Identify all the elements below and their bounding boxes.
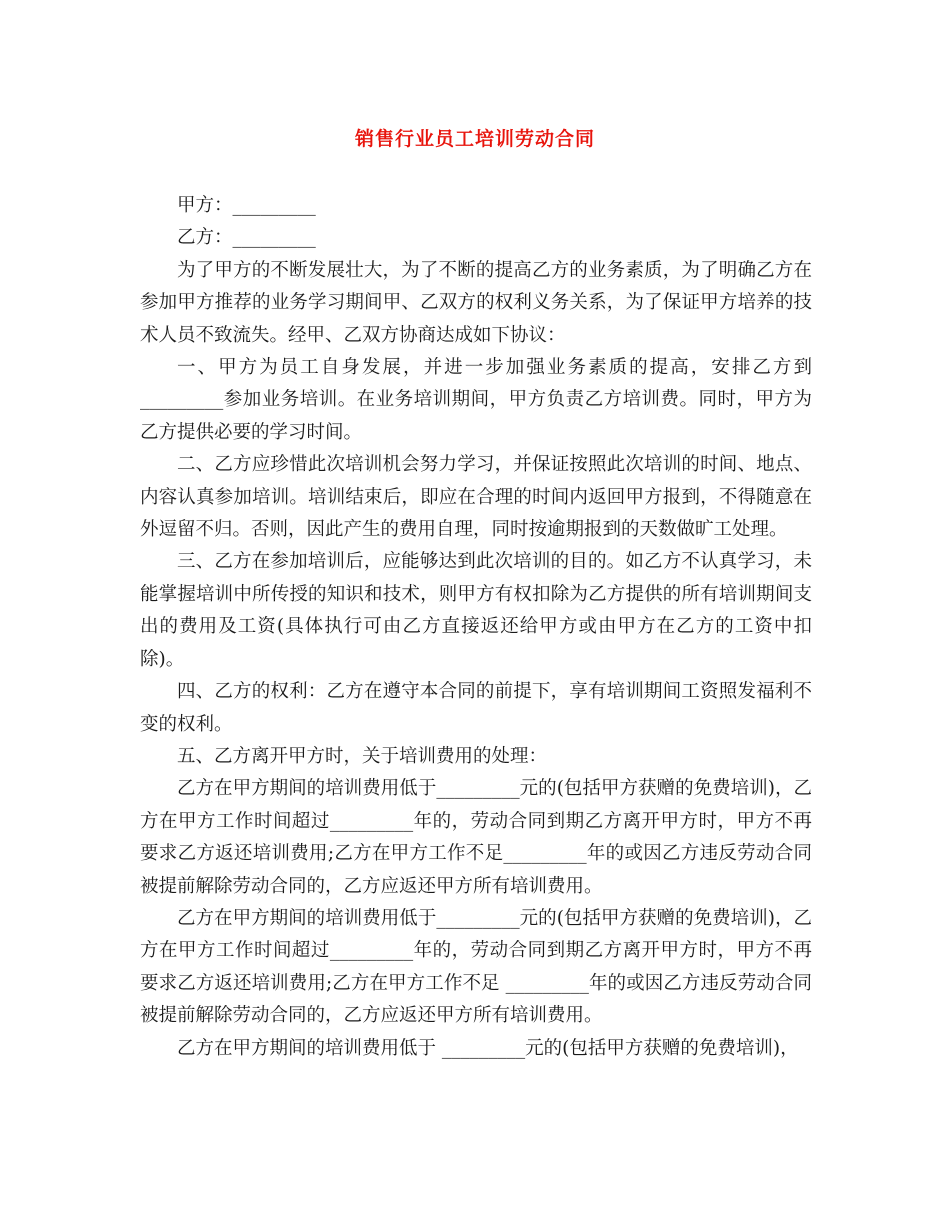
document-body (140, 190, 812, 1065)
clause-3-paragraph: 三、乙方在参加培训后，应能够达到此次培训的目的。如乙方不认真学习，未能掌握培训中所传授的知识和技术，则甲方有权扣除为乙方提供的所有培训期间支出的费用及工资(具体执行可由乙方直接返还给甲方或由甲方在乙方的工资中扣除)。 (140, 551, 812, 670)
clause-4-paragraph: 四、乙方的权利：乙方在遵守本合同的前提下，享有培训期间工资照发福利不变的权利。 (140, 681, 812, 735)
clause-1-paragraph: 一、甲方为员工自身发展，并进一步加强业务素质的提高，安排乙方到_________参加业务培训。在业务培训期间，甲方负责乙方培训费。同时，甲方为乙方提供必要的学习时间。 (140, 357, 812, 443)
preamble-paragraph: 为了甲方的不断发展壮大，为了不断的提高乙方的业务素质，为了明确乙方在参加甲方推荐的业务学习期间甲、乙双方的权利义务关系，为了保证甲方培养的技术人员不致流失。经甲、乙双方协商达成如下协议： (140, 259, 812, 346)
clause-5-heading: 五、乙方离开甲方时，关于培训费用的处理： (177, 745, 548, 767)
party-a-line: 甲方：_________ (177, 195, 316, 216)
party-b-line: 乙方：_________ (177, 227, 316, 249)
document-title: 销售行业员工培训劳动合同 (354, 128, 595, 150)
clause-5-item-paragraph: 乙方在甲方期间的培训费用低于_________元的(包括甲方获赠的免费培训)，乙方在甲方工作时间超过_________年的，劳动合同到期乙方离开甲方时，甲方不再要求乙方返还培训费用;乙方在甲方工作不足 _________年的或因乙方违反劳动合同被提前解除劳动合同的，乙方应返还甲方所有培训费用。 (140, 907, 812, 1027)
clause-2-paragraph: 二、乙方应珍惜此次培训机会努力学习，并保证按照此次培训的时间、地点、内容认真参加培训。培训结束后，即应在合理的时间内返回甲方报到，不得随意在外逗留不归。否则，因此产生的费用自理，同时按逾期报到的天数做旷工处理。 (140, 454, 812, 541)
clause-5-item-paragraph: 乙方在甲方期间的培训费用低于 _________元的(包括甲方获赠的免费培训)， (177, 1037, 799, 1059)
clause-5-item-paragraph: 乙方在甲方期间的培训费用低于_________元的(包括甲方获赠的免费培训)，乙方在甲方工作时间超过_________年的，劳动合同到期乙方离开甲方时，甲方不再要求乙方返还培训费用;乙方在甲方工作不足_________年的或因乙方违反劳动合同被提前解除劳动合同的，乙方应返还甲方所有培训费用。 (140, 778, 812, 897)
